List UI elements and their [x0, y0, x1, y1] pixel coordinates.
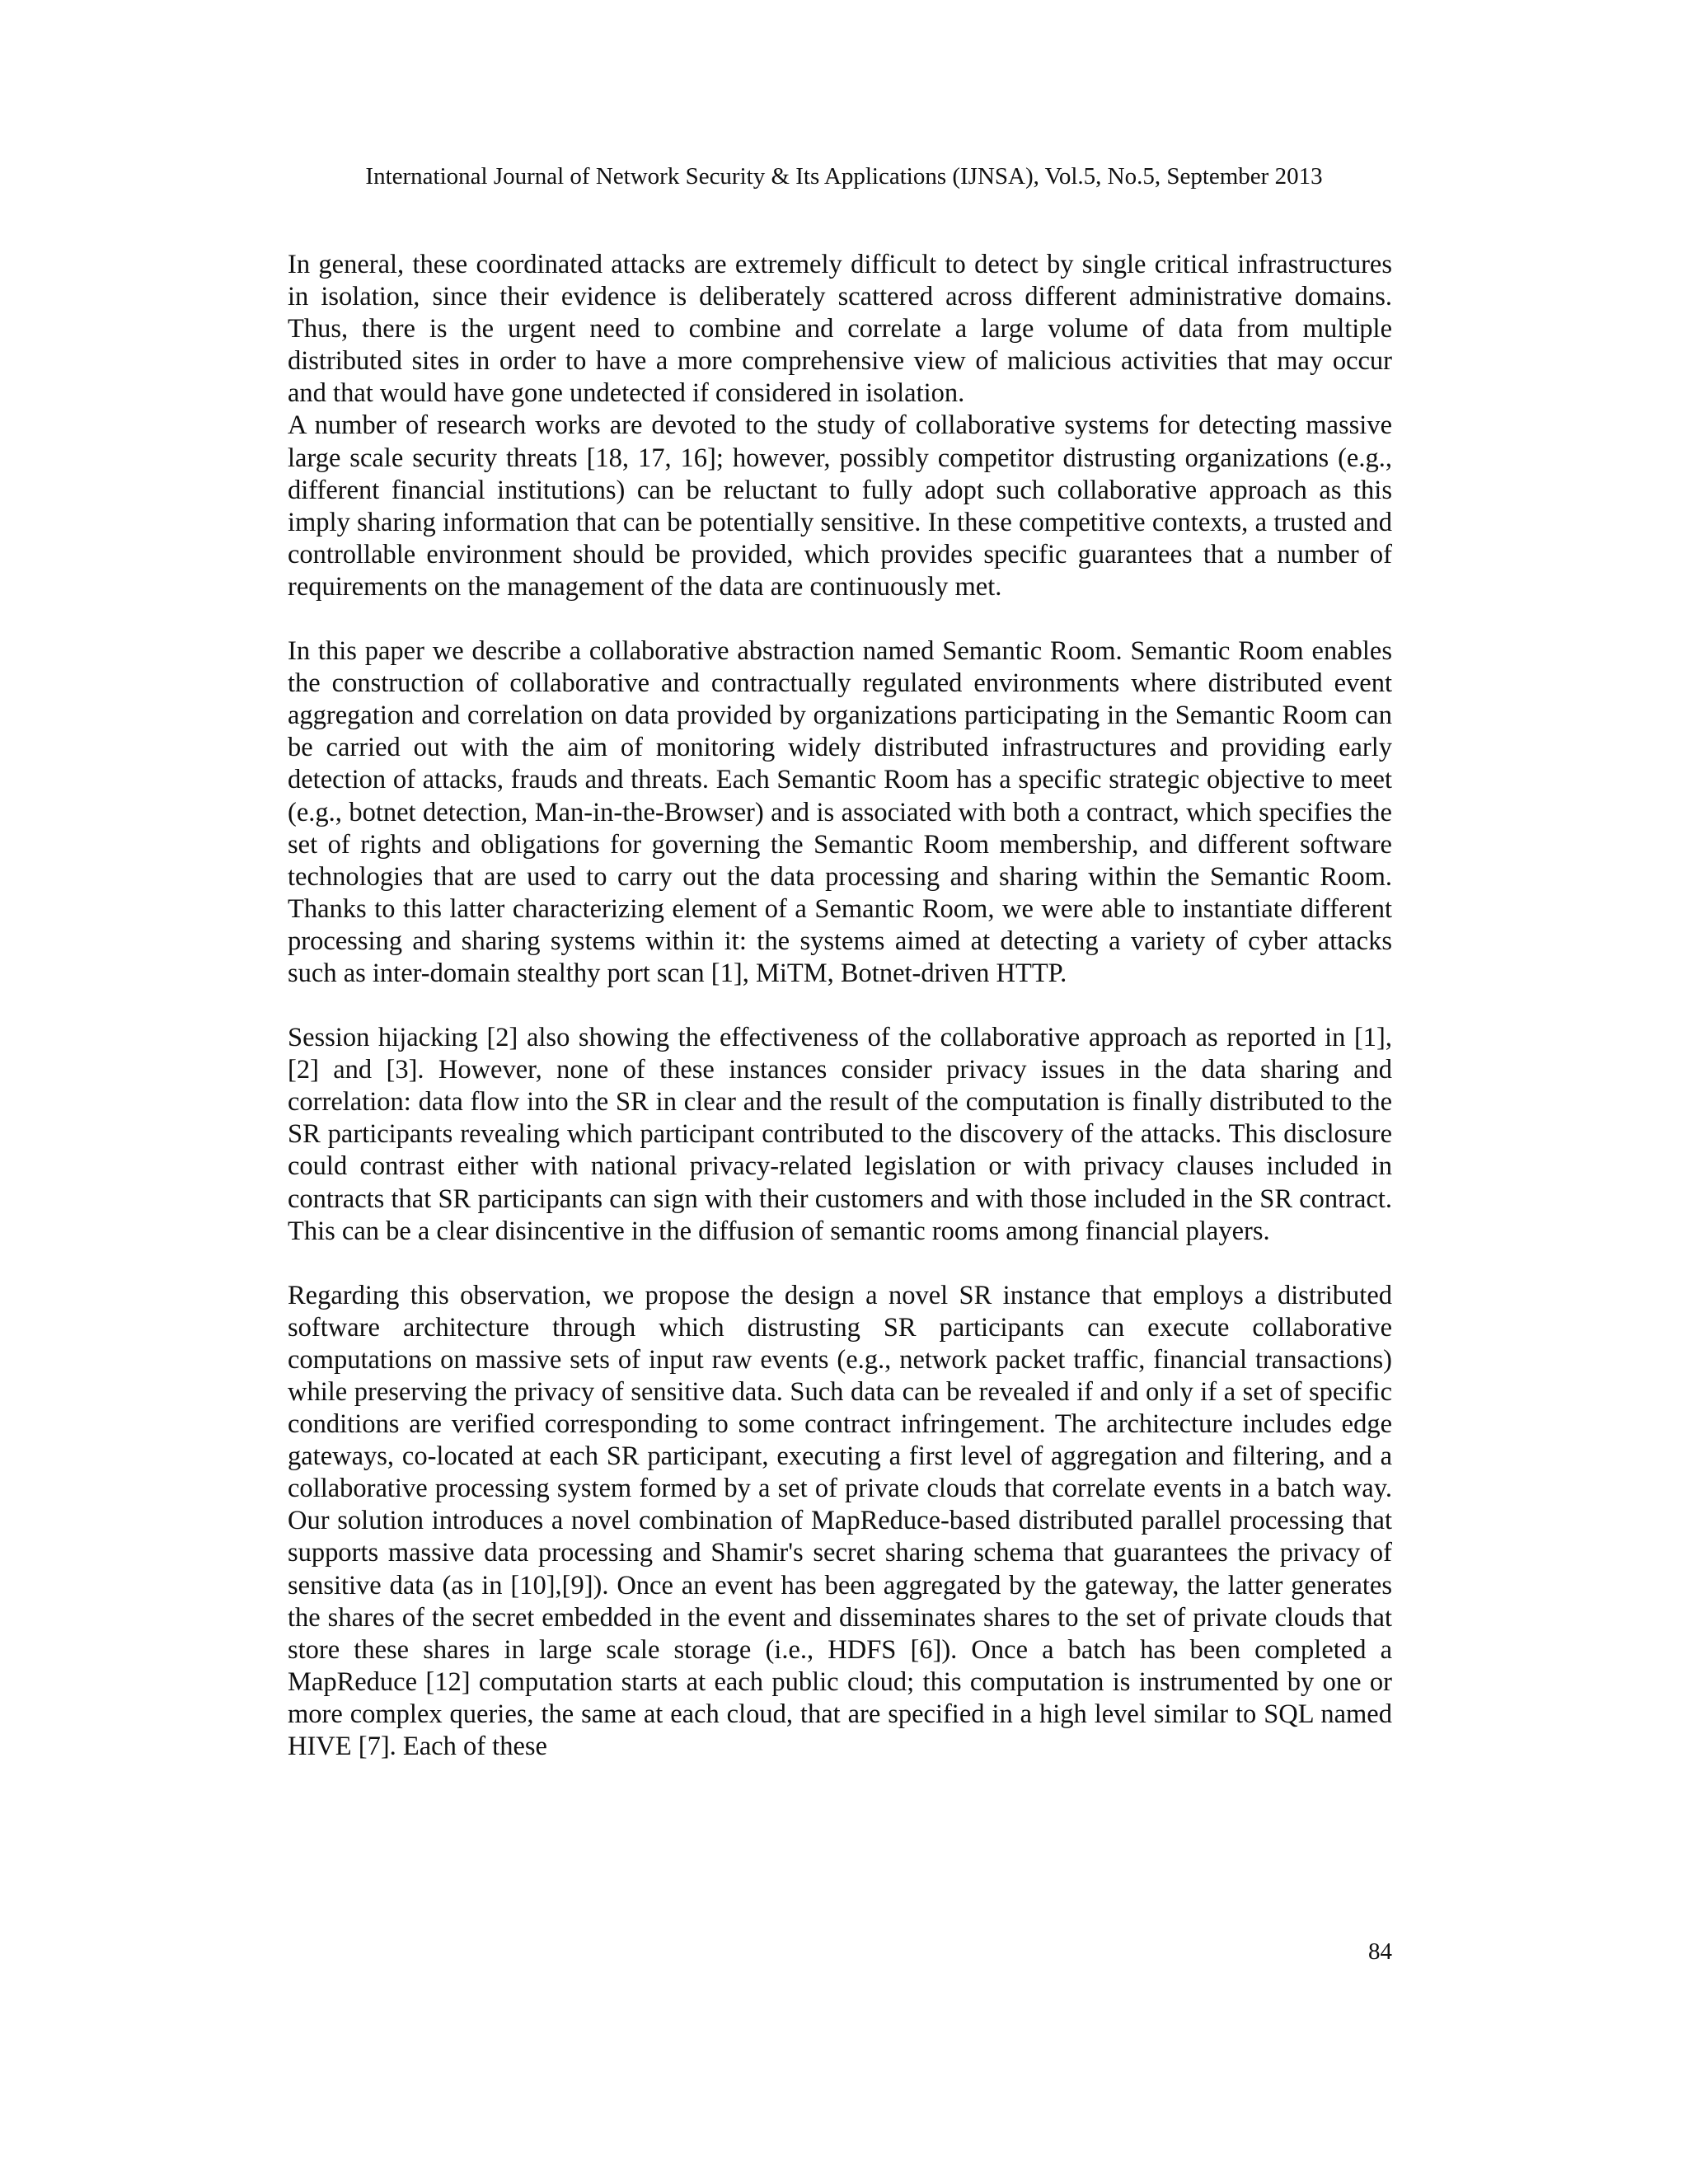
paragraph-2: A number of research works are devoted to the study of collaborative systems for detecting massive large scale security threats [18, 17, 16]; however, possibly competitor distrusting organizations (e.g., different financial institutions) can be reluctant to fully adopt such collaborative approach as this imply sharing information that can be potentially sensitive. In these competitive contexts, a trusted and controllable environment should be provided, which provides specific guarantees that a number of requirements on the management of the data are continuously met. [288, 410, 1392, 602]
paragraph-5: Regarding this observation, we propose the design a novel SR instance that employs a distributed software architecture through which distrusting SR participants can execute collaborative computations on massive sets of input raw events (e.g., network packet traffic, financial transactions) while preserving the privacy of sensitive data. Such data can be revealed if and only if a set of specific conditions are verified corresponding to some contract infringement. The architecture includes edge gateways, co-located at each SR participant, executing a first level of aggregation and filtering, and a collaborative processing system formed by a set of private clouds that correlate events in a batch way. Our solution introduces a novel combination of MapReduce-based distributed parallel processing that supports massive data processing and Shamir's secret sharing schema that guarantees the privacy of sensitive data (as in [10],[9]). Once an event has been aggregated by the gateway, the latter generates the shares of the secret embedded in the event and disseminates shares to the set of private clouds that store these shares in large scale storage (i.e., HDFS [6]). Once a batch has been completed a MapReduce [12] computation starts at each public cloud; this computation is instrumented by one or more complex queries, the same at each cloud, that are specified in a high level similar to SQL named HIVE [7]. Each of these [288, 1280, 1392, 1762]
running-header: International Journal of Network Security & Its Applications (IJNSA), Vol.5, No.5, September 2013 [365, 163, 1323, 190]
page-number: 84 [1368, 1938, 1392, 1965]
body-text [288, 249, 1392, 1763]
paragraph-4: Session hijacking [2] also showing the effectiveness of the collaborative approach as reported in [1], [2] and [3]. However, none of these instances consider privacy issues in the data sharing and correlation: data flow into the SR in clear and the result of the computation is finally distributed to the SR participants revealing which participant contributed to the discovery of the attacks. This disclosure could contrast either with national privacy-related legislation or with privacy clauses included in contracts that SR participants can sign with their customers and with those included in the SR contract. This can be a clear disincentive in the diffusion of semantic rooms among financial players. [288, 1023, 1392, 1246]
paragraph-1: In general, these coordinated attacks are extremely difficult to detect by single critical infrastructures in isolation, since their evidence is deliberately scattered across different administrative domains. Thus, there is the urgent need to combine and correlate a large volume of data from multiple distributed sites in order to have a more comprehensive view of malicious activities that may occur and that would have gone undetected if considered in isolation. [288, 250, 1392, 409]
paragraph-3: In this paper we describe a collaborative abstraction named Semantic Room. Semantic Room enables the construction of collaborative and contractually regulated environments where distributed event aggregation and correlation on data provided by organizations participating in the Semantic Room can be carried out with the aim of monitoring widely distributed infrastructures and providing early detection of attacks, frauds and threats. Each Semantic Room has a specific strategic objective to meet (e.g., botnet detection, Man-in-the-Browser) and is associated with both a contract, which specifies the set of rights and obligations for governing the Semantic Room membership, and different software technologies that are used to carry out the data processing and sharing within the Semantic Room. Thanks to this latter characterizing element of a Semantic Room, we were able to instantiate different processing and sharing systems within it: the systems aimed at detecting a variety of cyber attacks such as inter-domain stealthy port scan [1], MiTM, Botnet-driven HTTP. [288, 636, 1392, 988]
